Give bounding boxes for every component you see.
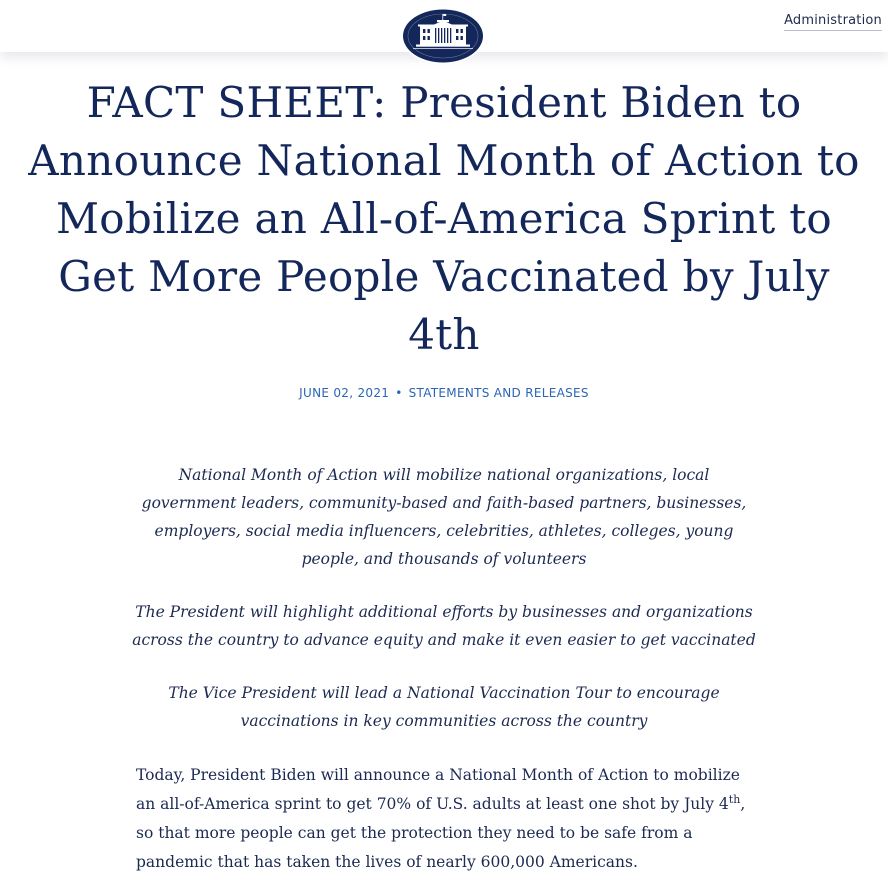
article-meta — [0, 385, 888, 401]
body-text-part: , so that more people can get the protection they need to be safe from a pandemic that has taken the lives of nearly 600,000 Americans. — [136, 795, 746, 871]
category-link[interactable]: STATEMENTS AND RELEASES — [408, 386, 589, 400]
nav-link-administration[interactable]: Administration — [784, 13, 882, 31]
highlight-paragraph: National Month of Action will mobilize national organizations, local government leaders, community-based and faith-based partners, businesses, employers, social media influencers, celebrities, athletes, colleges, young people, and thousands of volunteers — [141, 466, 747, 568]
white-house-seal-icon[interactable] — [401, 8, 485, 64]
meta-separator: • — [395, 386, 403, 400]
highlight-paragraph: The President will highlight additional efforts by businesses and organizations across the country to advance equity and make it even easier to get vaccinated — [132, 603, 756, 649]
page-title: FACT SHEET: President Biden to Announce National Month of Action to Mobilize an All-of-America Sprint to Get More People Vaccinated by July 4th — [28, 78, 860, 359]
body-superscript: th — [728, 793, 741, 806]
body-paragraph — [136, 761, 756, 877]
body-text-part: Today, President Biden will announce a National Month of Action to mobilize an all-of-America sprint to get 70% of U.S. adults at least one shot by July 4 — [136, 766, 740, 813]
article-date[interactable]: JUNE 02, 2021 — [299, 386, 390, 400]
highlight-paragraph: The Vice President will lead a National Vaccination Tour to encourage vaccinations in key communities across the country — [168, 684, 720, 730]
